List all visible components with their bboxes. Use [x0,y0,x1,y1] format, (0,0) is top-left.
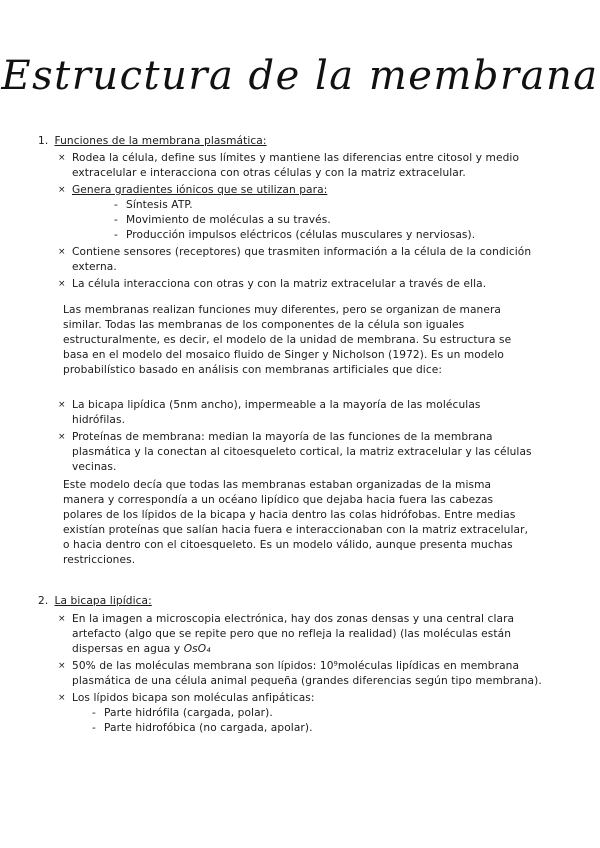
dash-marker: - [92,707,96,719]
list-item-text: Genera gradientes iónicos que se utilizan para: [72,184,328,196]
model-list [58,398,534,475]
sub-item [92,706,546,721]
list-item [58,277,546,292]
model-description-paragraph: Este modelo decía que todas las membranas estaban organizadas de la misma manera y correspondía a un océano lipídico que dejaba hacia fuera las cabezas polares de los lípidos de la bicapa y hacia dentro las colas hidrófobas. Entre medias existían proteínas que salían hacia fuera e interaccionaban con la matriz extracelular, o hacia dentro con el citoesqueleto. Es un modelo válido, aunque presenta muchas restricciones. [63,479,529,566]
section-2-number: 2. [38,595,49,607]
bullet-marker: × [58,661,66,671]
section-1-heading [38,134,267,149]
list-item [58,398,534,428]
list-item-text: Contiene sensores (receptores) que trasmiten información a la célula de la condición externa. [72,246,532,273]
list-item-text: 50% de las moléculas membrana son lípidos: 10⁹moléculas lipídicas en membrana plasmática de una célula animal pequeña (grandes diferencias según tipo membrana). [72,660,542,687]
gradient-uses-list [58,198,546,243]
bullet-marker: × [58,279,66,289]
sub-item-text: Síntesis ATP. [126,199,193,211]
page-title: Estructura de la membrana [1,53,599,99]
dash-marker: - [114,229,118,241]
sub-item-text: Parte hidrófila (cargada, polar). [104,707,273,719]
section-1-number: 1. [38,135,49,147]
section-1-title: Funciones de la membrana plasmática: [54,135,267,147]
section-2-heading [38,594,152,609]
bullet-marker: × [58,153,66,163]
sub-item-text: Parte hidrofóbica (no cargada, apolar). [104,722,313,734]
sub-item [92,721,546,736]
list-item-text: Los lípidos bicapa son moléculas anfipáticas: [72,692,315,704]
dash-marker: - [114,199,118,211]
sub-item [114,213,546,228]
list-item [58,245,546,275]
list-item [58,691,546,706]
bilayer-list [58,612,546,736]
osmium-formula: OsO₄ [183,643,211,655]
list-item-text: Rodea la célula, define sus límites y mantiene las diferencias entre citosol y medio extracelular e interacciona con otras células y con la matriz extracelular. [72,152,520,179]
sub-item-text: Movimiento de moléculas a su través. [126,214,331,226]
section-2-title: La bicapa lipídica: [54,595,152,607]
sub-item [114,198,546,213]
list-item-text: En la imagen a microscopia electrónica, hay dos zonas densas y una central clara artefacto (algo que se repite pero que no refleja la realidad) (las moléculas están dispersas en agua y [72,613,515,655]
functions-list [58,151,546,292]
sub-item [114,228,546,243]
list-item [58,612,546,657]
bullet-marker: × [58,185,66,195]
dash-marker: - [92,722,96,734]
sub-item-text: Producción impulsos eléctricos (células musculares y nerviosas). [126,229,476,241]
list-item-text: Proteínas de membrana: median la mayoría de las funciones de la membrana plasmática y la conectan al citoesqueleto cortical, la matriz extracelular y las células vecinas. [72,431,532,473]
list-item [58,151,546,181]
bullet-marker: × [58,400,66,410]
bullet-marker: × [58,614,66,624]
list-item-text: La bicapa lipídica (5nm ancho), impermeable a la mayoría de las moléculas hidrófilas. [72,399,481,426]
list-item [58,430,534,475]
bullet-marker: × [58,432,66,442]
dash-marker: - [114,214,118,226]
list-item-text: La célula interacciona con otras y con la matriz extracelular a través de ella. [72,278,487,290]
model-intro-paragraph: Las membranas realizan funciones muy diferentes, pero se organizan de manera similar. Todas las membranas de los componentes de la célula son iguales estructuralmente, es decir, el modelo de la unidad de membrana. Su estructura se basa en el modelo del mosaico fluido de Singer y Nicholson (1972). Es un modelo probabilístico basado en análisis con membranas artificiales que dice: [63,304,512,376]
bullet-marker: × [58,247,66,257]
amphipathic-parts-list [58,706,546,736]
list-item [58,183,546,198]
list-item [58,659,546,689]
bullet-marker: × [58,693,66,703]
